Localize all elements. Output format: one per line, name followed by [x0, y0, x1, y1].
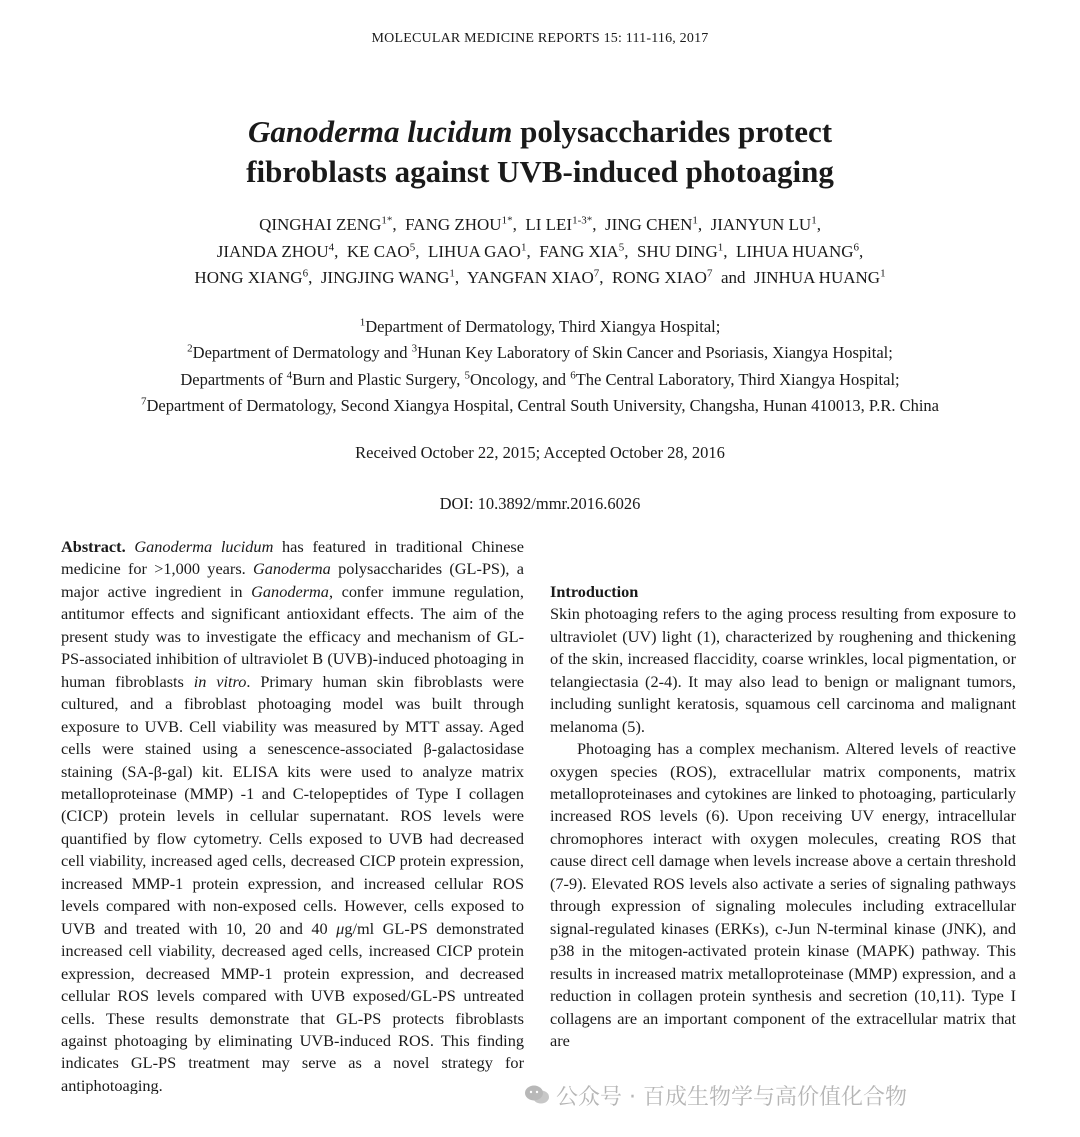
abstract-italic: Ganoderma lucidum — [134, 537, 274, 556]
affiliation-number: 5 — [464, 369, 470, 382]
author-superscript: 4 — [328, 240, 335, 253]
author: JINHUA HUANG — [753, 268, 881, 287]
abstract-italic: in vitro — [193, 671, 247, 691]
title-line-1 — [0, 112, 1080, 152]
author-superscript: 1 — [692, 214, 698, 227]
wechat-icon — [524, 1084, 550, 1106]
author: LIHUA GAO — [427, 241, 521, 261]
received-accepted-dates: Received October 22, 2015; Accepted October 28, 2016 — [355, 443, 725, 462]
abstract-text: . Primary human skin fibroblasts were cultured, and a fibroblast photoaging model was built through exposure to UVB. Cell viability was measured by MTT assay. Aged cells were stained using a senescence-associated β-galactosidase staining (SA-β-gal) kit. ELISA kits were used to analyze matrix metalloproteinase (MMP) -1 and C-telopeptides of Type I collagen (CICP) protein levels in cellular supernatant. ROS levels were quantified by flow cytometry. Cells exposed to UVB had decreased cell viability, increased aged cells, decreased CICP protein expression, increased MMP-1 protein expression, and increased cellular ROS levels compared with non-exposed cells. However, cells exposed to UVB and treated with 10, 20 and 40 — [61, 671, 524, 938]
author-superscript: 1 — [880, 267, 886, 280]
abstract-label: Abstract. — [61, 537, 126, 556]
abstract-paragraph — [61, 536, 524, 1094]
abstract-continuation-spacer — [550, 536, 1016, 581]
intro-paragraph-2: Photoaging has a complex mechanism. Altered levels of reactive oxygen species (ROS), extracellular matrix components, matrix metalloproteinases and cytokines are linked to photoaging, particularly increased ROS levels (6). Upon receiving UV energy, intracellular chromophores interact with oxygen molecules, creating ROS that cause direct cell damage when levels increase above a certain threshold (7-9). Elevated ROS levels also activate a series of signaling pathways through expression of signaling molecules including extracellular signal-regulated kinases (ERKs), c-Jun N-terminal kinase (JNK), and p38 in the mitogen-activated protein kinase (MAPK) pathway. This results in increased matrix metalloproteinase (MMP) expression, and a reduction in collagen protein synthesis and secretion (10,11). Type I collagens are an important component of the extracellular matrix that are — [550, 739, 1016, 1050]
title-line-1-rest: polysaccharides protect — [512, 114, 833, 149]
author-superscript: 1* — [381, 214, 393, 227]
watermark — [524, 1078, 1064, 1112]
author-superscript: 1 — [520, 240, 527, 253]
affiliation-text: Hunan Key Laboratory of Skin Cancer and Psoriasis, Xiangya Hospital; — [417, 343, 893, 363]
author: HONG XIANG — [194, 268, 303, 287]
abstract-column — [61, 536, 524, 1094]
affiliation-number: 3 — [411, 342, 418, 355]
abstract-text: g/ml GL-PS demonstrated increased cell viability, decreased aged cells, increased CICP protein expression, decreased MMP-1 protein expression, and decreased cellular ROS levels compared with UVB exposed/GL-PS untreated cells. These results demonstrate that GL-PS protects fibroblasts against photoaging by eliminating UVB-induced ROS. This finding indicates GL-PS treatment may serve as a novel strategy for antiphotoaging. — [61, 918, 524, 1094]
affiliation-line-2 — [0, 340, 1080, 366]
author: JING CHEN — [605, 215, 693, 234]
author: KE CAO — [346, 241, 410, 261]
author-superscript: 7 — [706, 267, 713, 280]
author-superscript: 7 — [593, 267, 600, 280]
affiliation-text: Burn and Plastic Surgery, — [292, 369, 465, 389]
affiliation-line-3 — [0, 367, 1080, 393]
affiliation-text: Departments of — [180, 369, 287, 389]
author-list — [0, 212, 1080, 292]
author: QINGHAI ZENG — [259, 215, 382, 234]
author-line-1: QINGHAI $ZENG^{1*}$, FANG $ZHOU^{1*}$, LI $LEI^{1-3*}$, JING CHEN$^1$, JIANYUN $LU^1$, — [259, 214, 821, 234]
author-conjunction: and — [720, 268, 746, 287]
watermark-text: 公众号 · 百成生物学与高价值化合物 — [556, 1084, 907, 1110]
author-line-2: JIANDA ZHOU$^4$, KE CAO$^5$, LIHUA GAO$^1$, FANG XIA$^5$, SHU DING$^1$, LIHUA HUANG$^6$, — [216, 240, 864, 261]
author-superscript: 1-3* — [572, 214, 593, 227]
abstract-text: has featured in traditional Chinese medicine for >1,000 years. — [61, 537, 524, 579]
affiliation-text: Department of Dermatology and — [192, 343, 412, 363]
author: JIANDA ZHOU — [216, 241, 329, 261]
abstract-text: polysaccharides (GL-PS), a major active ingredient in — [61, 559, 524, 601]
author: LIHUA HUANG — [735, 241, 854, 261]
author-superscript: 6 — [302, 267, 309, 280]
title-species: Ganoderma lucidum — [247, 114, 513, 149]
author: JIANYUN LU — [710, 215, 812, 234]
intro-paragraph-1: Skin photoaging refers to the aging process resulting from exposure to ultraviolet (UV) light (1), characterized by roughening and thickening of the skin, increased flaccidity, coarse wrinkles, local pigmentation, or telangiectasia (2-4). It may also lead to benign or malignant tumors, including sunlight keratosis, squamous cell carcinoma and malignant melanoma (5). — [550, 604, 1016, 736]
right-column — [550, 536, 1016, 1052]
abstract-italic: Ganoderma — [253, 559, 331, 579]
author-superscript: 1 — [449, 267, 455, 280]
affiliation-text: Oncology, and — [469, 369, 571, 389]
author-superscript: 5 — [409, 240, 416, 253]
affiliations — [0, 314, 1080, 419]
affiliation-line-4 — [0, 393, 1080, 419]
author: SHU DING — [636, 241, 718, 261]
affiliation-line-1 — [0, 314, 1080, 340]
abstract-text: , confer immune regulation, antitumor effects and significant antioxidant effects. The aim of the present study was to investigate the efficacy and mechanism of GL-PS-associated inhibition of ultraviolet B (UVB)-induced photoaging in human fibroblasts — [61, 581, 524, 691]
author: FANG ZHOU — [405, 215, 502, 234]
affiliation-number: 1 — [359, 316, 366, 329]
running-head: MOLECULAR MEDICINE REPORTS 15: 111-116, 2017 — [371, 31, 709, 46]
affiliation-text: Department of Dermatology, Third Xiangya Hospital; — [365, 317, 721, 336]
abstract-italic: Ganoderma — [251, 581, 329, 601]
affiliation-number: 2 — [187, 342, 193, 355]
author-superscript: 5 — [618, 240, 625, 253]
affiliation-text: The Central Laboratory, Third Xiangya Hospital; — [575, 369, 900, 389]
title-line-2: fibroblasts against UVB-induced photoaging — [246, 154, 834, 189]
affiliation-text: Department of Dermatology, Second Xiangya Hospital, Central South University, Changsha, Hunan 410013, P.R. China — [146, 395, 939, 415]
article-title — [0, 112, 1080, 192]
author: FANG XIA — [539, 241, 619, 261]
author-superscript: 1* — [501, 214, 513, 227]
abstract-italic: μ — [336, 918, 345, 938]
author: LI LEI — [525, 215, 573, 234]
affiliation-number: 7 — [141, 395, 147, 408]
introduction-heading: Introduction — [550, 581, 639, 601]
author-superscript: 6 — [853, 240, 860, 253]
affiliation-number: 6 — [570, 369, 576, 382]
affiliation-number: 4 — [286, 369, 293, 382]
author: JINGJING WANG — [320, 268, 450, 287]
author-superscript: 1 — [811, 214, 817, 227]
author-line-3: HONG XIANG$^6$, JINGJING WANG$^1$, YANGFAN XIAO$^7$, RONG XIAO$^7$ and JINHUA HUANG$^1$ — [194, 267, 886, 287]
doi[interactable]: DOI: 10.3892/mmr.2016.6026 — [439, 494, 641, 513]
author: YANGFAN XIAO — [467, 268, 594, 287]
author: RONG XIAO — [612, 268, 707, 287]
author-superscript: 1 — [717, 240, 724, 253]
